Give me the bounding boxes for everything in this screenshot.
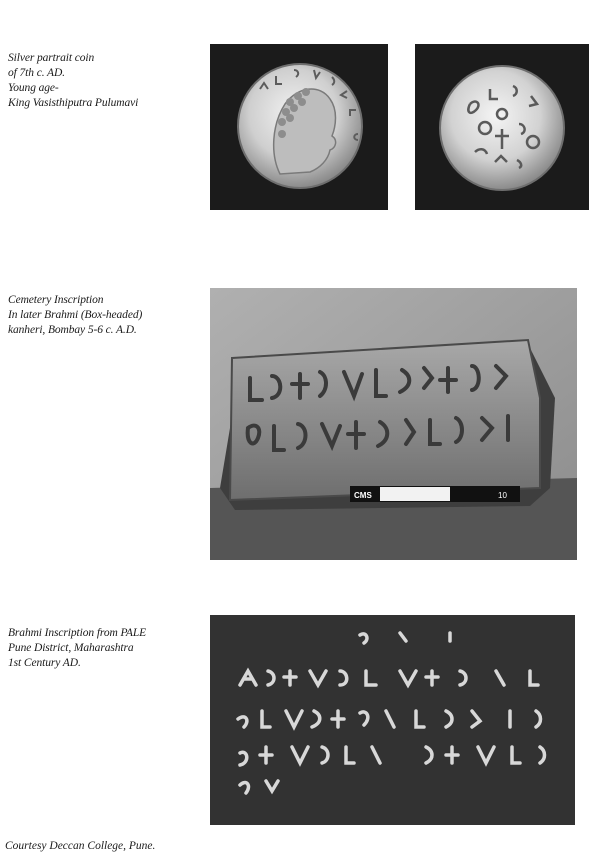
cemetery-inscription-image xyxy=(210,288,577,560)
pale-inscription-image xyxy=(210,615,575,825)
coin-caption-line: Silver partrait coin xyxy=(8,52,95,64)
coin-reverse-photo xyxy=(415,44,589,210)
pale-inscription-photo xyxy=(210,615,575,825)
photo-credit: Courtesy Deccan College, Pune. xyxy=(5,840,156,852)
pale-caption xyxy=(8,626,146,671)
cemetery-inscription-photo xyxy=(210,288,577,560)
coin-caption-line: of 7th c. AD. xyxy=(8,67,65,79)
pale-caption-line: Brahmi Inscription from PALE xyxy=(8,627,147,639)
pale-caption-line: 1st Century AD. xyxy=(8,657,81,669)
coin-caption-line: Young age- xyxy=(8,82,59,94)
scale-end-label: 10 xyxy=(498,491,507,500)
cemetery-caption xyxy=(8,293,142,338)
coin-reverse-image xyxy=(415,44,589,210)
coin-obverse-image xyxy=(210,44,388,210)
pale-caption-line: Pune District, Maharashtra xyxy=(8,642,134,654)
coin-caption xyxy=(8,51,138,111)
coin-obverse-photo xyxy=(210,44,388,210)
cemetery-caption-line: Cemetery Inscription xyxy=(8,294,104,306)
coin-caption-line: King Vasisthiputra Pulumavi xyxy=(8,97,139,109)
scale-label: CMS xyxy=(354,491,372,500)
cemetery-caption-line: In later Brahmi (Box-headed) xyxy=(8,309,143,321)
cemetery-caption-line: kanheri, Bombay 5-6 c. A.D. xyxy=(8,324,137,336)
